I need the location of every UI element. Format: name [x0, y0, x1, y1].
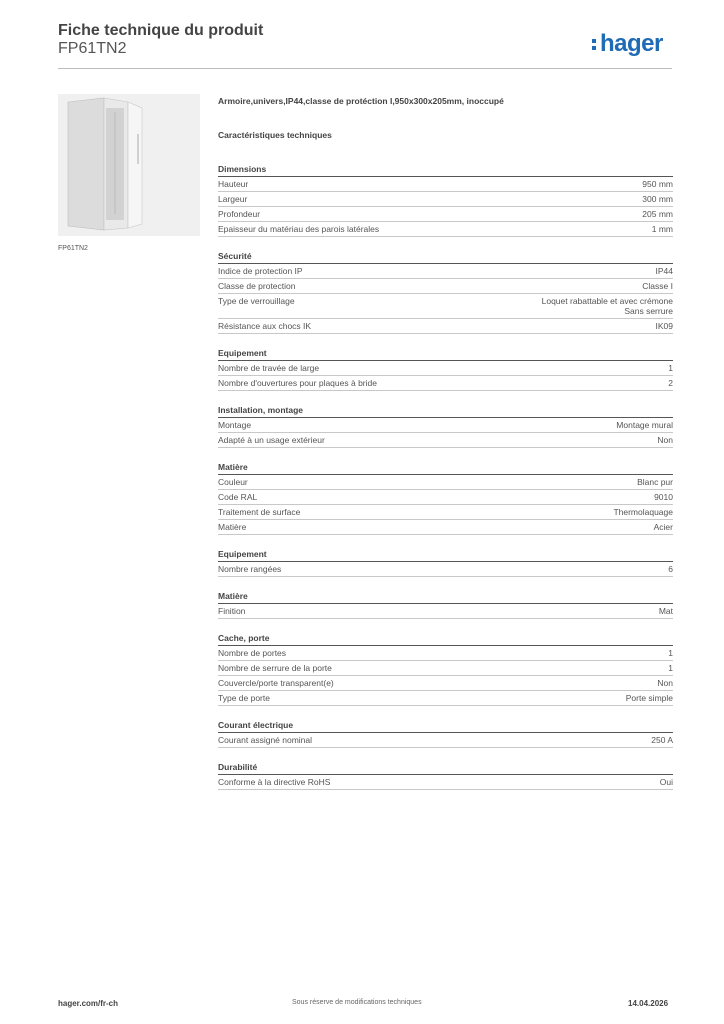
spec-value: [651, 735, 673, 745]
section-title: Dimensions: [218, 156, 673, 177]
spec-value-line: IP44: [655, 266, 673, 276]
spec-row: [218, 520, 673, 535]
spec-section: [218, 397, 673, 448]
spec-row: [218, 733, 673, 748]
spec-value-line: Blanc pur: [637, 477, 673, 487]
section-title: Cache, porte: [218, 625, 673, 646]
spec-row: [218, 376, 673, 391]
spec-value: [642, 209, 673, 219]
spec-row: [218, 361, 673, 376]
hager-logo: [592, 30, 663, 58]
spec-label: Traitement de surface: [218, 507, 301, 517]
page-title: Fiche technique du produit: [58, 22, 264, 39]
spec-value-line: 9010: [654, 492, 673, 502]
spec-label: Code RAL: [218, 492, 258, 502]
spec-value-line: IK09: [655, 321, 673, 331]
spec-value-line: 1: [668, 663, 673, 673]
spec-label: Nombre de travée de large: [218, 363, 320, 373]
spec-value: [657, 678, 673, 688]
spec-label: Courant assigné nominal: [218, 735, 313, 745]
spec-value: [668, 378, 673, 388]
spec-section: [218, 340, 673, 391]
spec-value-line: Loquet rabattable et avec crémone: [541, 296, 673, 306]
spec-label: Type de verrouillage: [218, 296, 295, 306]
spec-label: Type de porte: [218, 693, 270, 703]
spec-label: Hauteur: [218, 179, 249, 189]
spec-row: [218, 490, 673, 505]
spec-section: [218, 625, 673, 706]
spec-value: [654, 492, 673, 502]
section-title: Matière: [218, 454, 673, 475]
spec-label: Adapté à un usage extérieur: [218, 435, 325, 445]
spec-row: [218, 475, 673, 490]
spec-row: [218, 646, 673, 661]
spec-section: [218, 712, 673, 748]
spec-row: [218, 661, 673, 676]
spec-section: [218, 243, 673, 334]
spec-value: [642, 281, 673, 291]
spec-value-line: Oui: [659, 777, 673, 787]
spec-section: [218, 754, 673, 790]
spec-value-line: 950 mm: [642, 179, 673, 189]
spec-value-line: Non: [657, 678, 673, 688]
tech-heading: Caractéristiques techniques: [218, 130, 332, 140]
spec-value: [668, 564, 673, 574]
spec-label: Résistance aux chocs IK: [218, 321, 312, 331]
spec-label: Finition: [218, 606, 246, 616]
spec-row: [218, 604, 673, 619]
spec-value-line: Classe I: [642, 281, 673, 291]
spec-value: [626, 693, 673, 703]
spec-label: Conforme à la directive RoHS: [218, 777, 331, 787]
spec-value-line: Non: [657, 435, 673, 445]
spec-row: [218, 418, 673, 433]
spec-value: [616, 420, 673, 430]
spec-row: [218, 207, 673, 222]
spec-label: Epaisseur du matériau des parois latérales: [218, 224, 380, 234]
spec-label: Nombre rangées: [218, 564, 282, 574]
spec-value: [660, 777, 673, 787]
spec-value-line: 1: [668, 648, 673, 658]
spec-row: [218, 505, 673, 520]
spec-sections: [218, 156, 673, 790]
spec-value-line: Thermolaquage: [613, 507, 673, 517]
spec-label: Nombre d'ouvertures pour plaques à bride: [218, 378, 377, 388]
spec-value: [668, 663, 673, 673]
cabinet-illustration: [58, 94, 200, 236]
section-title: Courant électrique: [218, 712, 673, 733]
spec-section: [218, 541, 673, 577]
spec-value-line: 250 A: [651, 735, 673, 745]
spec-value: [652, 224, 673, 234]
spec-row: [218, 775, 673, 790]
spec-section: [218, 156, 673, 237]
header-divider: [58, 68, 672, 69]
spec-row: [218, 691, 673, 706]
product-image: [58, 94, 200, 236]
section-title: Durabilité: [218, 754, 673, 775]
section-title: Matière: [218, 583, 673, 604]
spec-row: [218, 222, 673, 237]
spec-section: [218, 454, 673, 535]
spec-value-line: Porte simple: [625, 693, 673, 703]
spec-label: Couvercle/porte transparent(e): [218, 678, 334, 688]
spec-value-line: 205 mm: [642, 209, 673, 219]
spec-value: [656, 266, 674, 276]
spec-value-line: 1: [668, 363, 673, 373]
spec-value: [542, 296, 673, 316]
footer-disclaimer: Sous réserve de modifications techniques: [292, 999, 422, 1006]
spec-label: Indice de protection IP: [218, 266, 303, 276]
spec-value: [668, 648, 673, 658]
spec-value: [668, 363, 673, 373]
spec-value: [657, 435, 673, 445]
footer-date: 14.04.2026: [628, 999, 669, 1008]
spec-row: [218, 319, 673, 334]
spec-value-line: Montage mural: [616, 420, 673, 430]
spec-value-line: 2: [668, 378, 673, 388]
spec-content: [218, 96, 673, 796]
spec-row: [218, 192, 673, 207]
image-caption: FP61TN2: [58, 245, 88, 252]
logo-dots-icon: [592, 36, 598, 53]
spec-row: [218, 562, 673, 577]
spec-value-line: 6: [668, 564, 673, 574]
spec-label: Classe de protection: [218, 281, 296, 291]
footer-website: hager.com/fr-ch: [58, 999, 119, 1008]
spec-row: [218, 279, 673, 294]
spec-value: [613, 507, 673, 517]
spec-value-line: Acier: [653, 522, 673, 532]
spec-label: Nombre de portes: [218, 648, 287, 658]
section-title: Sécurité: [218, 243, 673, 264]
spec-value: [637, 477, 673, 487]
product-description: Armoire,univers,IP44,classe de protéction I,950x300x205mm, inoccupé: [218, 96, 504, 106]
spec-value: [654, 522, 673, 532]
logo-text: hager: [600, 30, 663, 57]
section-title: Equipement: [218, 541, 673, 562]
section-title: Equipement: [218, 340, 673, 361]
spec-value: [642, 194, 673, 204]
spec-section: [218, 583, 673, 619]
spec-row: [218, 294, 673, 319]
spec-row: [218, 676, 673, 691]
spec-row: [218, 264, 673, 279]
spec-label: Largeur: [218, 194, 248, 204]
spec-label: Couleur: [218, 477, 248, 487]
spec-value-line: 300 mm: [642, 194, 673, 204]
spec-label: Montage: [218, 420, 252, 430]
spec-label: Profondeur: [218, 209, 261, 219]
section-title: Installation, montage: [218, 397, 673, 418]
spec-value: [656, 321, 674, 331]
spec-value: [642, 179, 673, 189]
spec-label: Nombre de serrure de la porte: [218, 663, 332, 673]
spec-value-line-2: Sans serrure: [624, 306, 673, 316]
spec-row: [218, 433, 673, 448]
spec-label: Matière: [218, 522, 247, 532]
spec-value-line: Mat: [658, 606, 673, 616]
spec-value-line: 1 mm: [651, 224, 673, 234]
spec-row: [218, 177, 673, 192]
spec-value: [659, 606, 673, 616]
product-code: FP61TN2: [58, 40, 127, 57]
